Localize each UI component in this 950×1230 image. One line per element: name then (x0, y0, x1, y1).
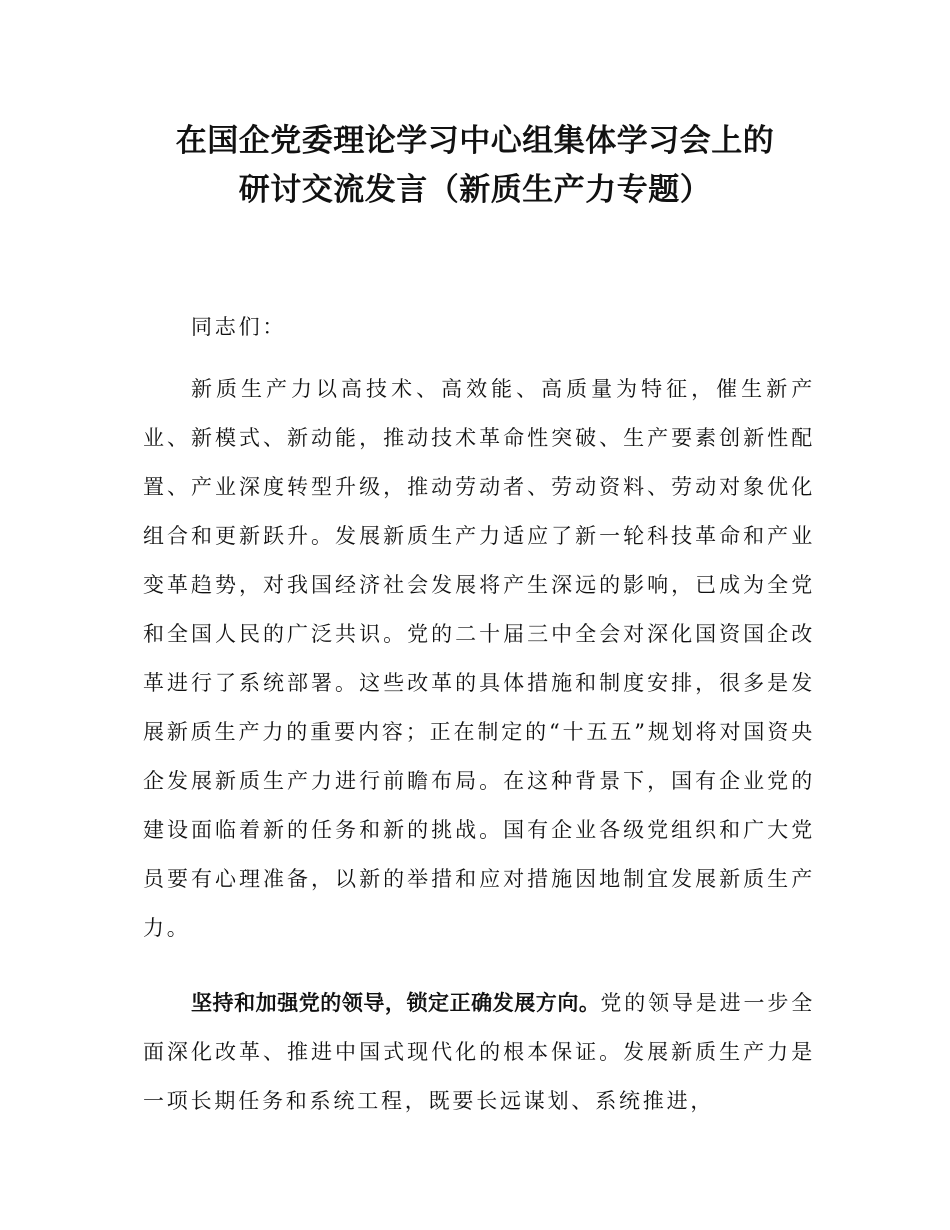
salutation: 同志们： (191, 315, 287, 339)
document-title-line-2: 研讨交流发言（新质生产力专题） (238, 172, 712, 208)
document-title-line-1: 在国企党委理论学习中心组集体学习会上的 (175, 123, 775, 159)
paragraph-2-lead: 坚持和加强党的领导，锁定正确发展方向。 (191, 991, 601, 1015)
paragraph-2 (143, 979, 815, 1126)
paragraph-1: 新质生产力以高技术、高效能、高质量为特征，催生新产业、新模式、新动能，推动技术革命性突破、生产要素创新性配置、产业深度转型升级，推动劳动者、劳动资料、劳动对象优化组合和更新跃升。发展新质生产力适应了新一轮科技革命和产业变革趋势，对我国经济社会发展将产生深远的影响，已成为全党和全国人民的广泛共识。党的二十届三中全会对深化国资国企改革进行了系统部署。这些改革的具体措施和制度安排，很多是发展新质生产力的重要内容；正在制定的“十五五”规划将对国资央企发展新质生产力进行前瞻布局。在这种背景下，国有企业党的建设面临着新的任务和新的挑战。国有企业各级党组织和广大党员要有心理准备，以新的举措和应对措施因地制宜发展新质生产力。 (143, 377, 815, 940)
paragraph-2-body: 党的领导是进一步全面深化改革、推进中国式现代化的根本保证。发展新质生产力是一项长期任务和系统工程，既要长远谋划、系统推进， (143, 991, 816, 1113)
